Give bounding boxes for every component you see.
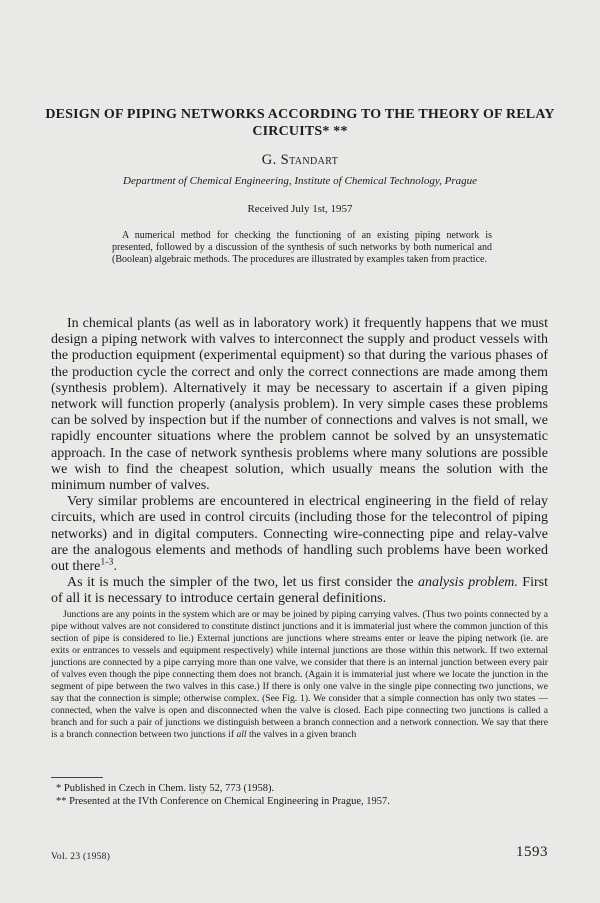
journal-volume: Vol. 23 (1958) <box>51 852 111 862</box>
author-name: G. Standart <box>261 152 339 168</box>
paragraph: As it is much the simpler of the two, let us first consider the analysis problem. First of all it is necessary to introduce certain general definitions. <box>51 575 548 607</box>
page-number: 1593 <box>516 844 548 860</box>
main-text <box>51 316 548 608</box>
footnotes <box>56 782 546 808</box>
definitions-text: Junctions are any points in the system which are or may be joined by piping carrying valves. (Thus two points connected by a pipe without valves are not considered to constitute distinct junctions and it is immaterial just where the common junction of this section of pipe is considered to lie.) External junctions are junctions where streams enter or leave the piping network (ie. are exits or entrances to vessels and equipment respectively) while internal junctions are those within this network. If two external junctions are connected by a pipe carrying more than one valve, we consider that there is an internal junction between every pair of valves even though the pipe connecting them does not branch. (Again it is immaterial just where we locate the junction in the segment of pipe between the two valves in this case.) If there is only one valve in the single pipe connecting two junctions, we say that the connection is simple; otherwise complex. (See Fig. 1). We consider that a simple connection has only two states — connected, when the valve is open and disconnected when the valve is closed. Each pipe connecting two junctions is called a branch and for such a pair of junctions we distinguish between a branch connection and a network connection. We say that there is a branch connection between two junctions if all the valves in a given branch <box>51 609 548 740</box>
received-date: Received July 1st, 1957 <box>247 203 353 215</box>
footnote: ** Presented at the IVth Conference on Chemical Engineering in Prague, 1957. <box>56 796 390 807</box>
paragraph: Very similar problems are encountered in electrical engineering in the field of relay circuits, which are used in control circuits (including those for the telecontrol of piping networks) and in digital computers. Connecting wire-connecting pipe and relay-valve are the analogous elements and methods of handling such problems have been worked out there$^{1-3}$. <box>51 494 548 575</box>
author-affiliation: Department of Chemical Engineering, Institute of Chemical Technology, Prague <box>123 175 477 187</box>
footnote: * Published in Czech in Chem. listy 52, 773 (1958). <box>56 783 275 794</box>
reference-citation: 1-3 <box>100 556 114 568</box>
paper-title: DESIGN OF PIPING NETWORKS ACCORDING TO THE THEORY OF RELAY CIRCUITS* ** <box>45 107 555 139</box>
footnote-divider <box>51 777 103 778</box>
abstract: A numerical method for checking the functioning of an existing piping network is presented, followed by a discussion of the synthesis of such networks by both numerical and (Boolean) algebraic methods. The procedures are illustrated by examples taken from practice. <box>112 230 492 266</box>
paragraph: In chemical plants (as well as in laboratory work) it frequently happens that we must design a piping network with valves to interconnect the supply and product vessels with the production equipment (experimental equipment) so that during the various phases of the production cycle the correct and only the correct connections are made among them (synthesis problem). Alternatively it may be necessary to ascertain if a given piping network will function properly (analysis problem). In very simple cases these problems can be solved by inspection but if the number of connections and valves is not small, we rapidly encounter situations where the problem cannot be solved by an unsystematic approach. In the case of network synthesis problems where many solutions are possible we wish to find the cheapest solution, which usually means the solution with the minimum number of valves. <box>51 316 548 494</box>
